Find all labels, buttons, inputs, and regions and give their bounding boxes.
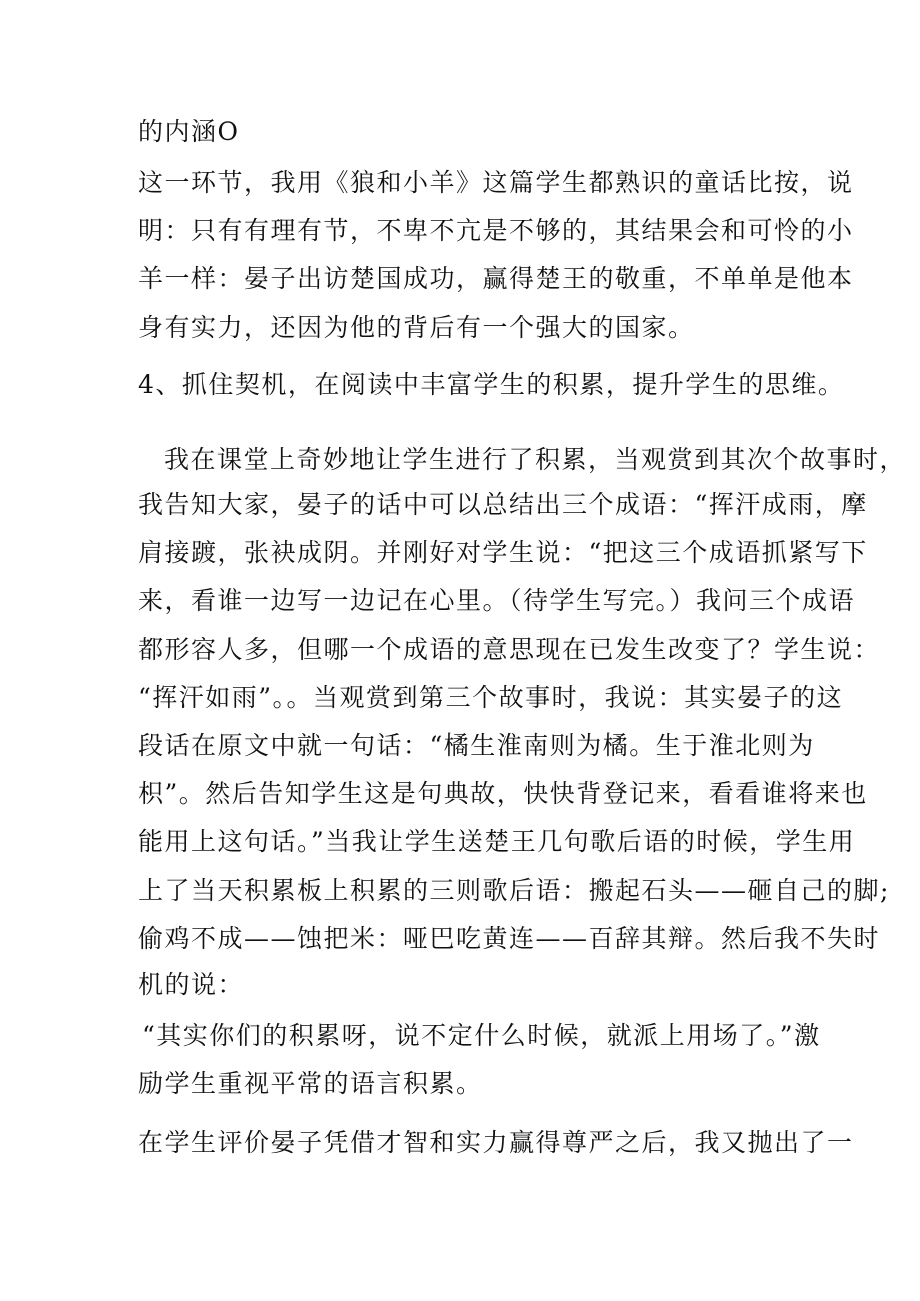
text-line: 段话在原文中就一句话：“橘生淮南则为橘。生于淮北则为 xyxy=(138,731,815,760)
text-line: “挥汗如雨”。。当观赏到第三个故事时，我说：其实晏子的这 xyxy=(138,683,844,712)
text-line: 上了当天积累板上积累的三则歌后语：搬起石头——砸自己的脚; xyxy=(138,876,890,905)
text-line: 的内涵O xyxy=(138,117,240,146)
text-line: 来，看谁一边写一边记在心里。（待学生写完。）我问三个成语 xyxy=(138,586,856,615)
text-line: 羊一样：晏子出访楚国成功，赢得楚王的敬重，不单单是他本 xyxy=(138,264,854,293)
text-line: 机的说： xyxy=(138,970,245,999)
text-line: 偷鸡不成——蚀把米：哑巴吃黄连——百辞其辩。然后我不失时 xyxy=(138,924,881,953)
text-line: 身有实力，还因为他的背后有一个强大的国家。 xyxy=(138,313,695,342)
text-line: 我告知大家，晏子的话中可以总结出三个成语：“挥汗成雨，摩 xyxy=(138,490,868,519)
text-line: 我在课堂上奇妙地让学生进行了积累，当观赏到其次个故事时， xyxy=(164,445,907,474)
text-line: “其实你们的积累呀，说不定什么时候，就派上用场了。”激 xyxy=(142,1021,821,1050)
text-line: 都形容人多，但哪一个成语的意思现在已发生改变了？学生说： xyxy=(138,635,881,664)
text-line: 枳”。然后告知学生这是句典故，快快背登记来，看看谁将来也 xyxy=(138,779,868,808)
text-line: 这一环节，我用《狼和小羊》这篇学生都熟识的童话比按，说 xyxy=(138,168,854,197)
section-heading: 4、抓住契机，在阅读中丰富学生的积累，提升学生的思维。 xyxy=(138,370,845,399)
text-line: 励学生重视平常的语言积累。 xyxy=(138,1069,483,1098)
text-line: 明：只有有理有节，不卑不亢是不够的，其结果会和可怜的小 xyxy=(138,216,854,245)
text-line: 肩接踱，张袂成阴。并刚好对学生说：“把这三个成语抓紧写下 xyxy=(138,538,868,567)
text-line: 在学生评价晏子凭借才智和实力赢得尊严之后，我又抛出了一 xyxy=(138,1128,854,1157)
text-line: 能用上这句话。”当我让学生送楚王几句歌后语的时候，学生用 xyxy=(138,827,856,856)
